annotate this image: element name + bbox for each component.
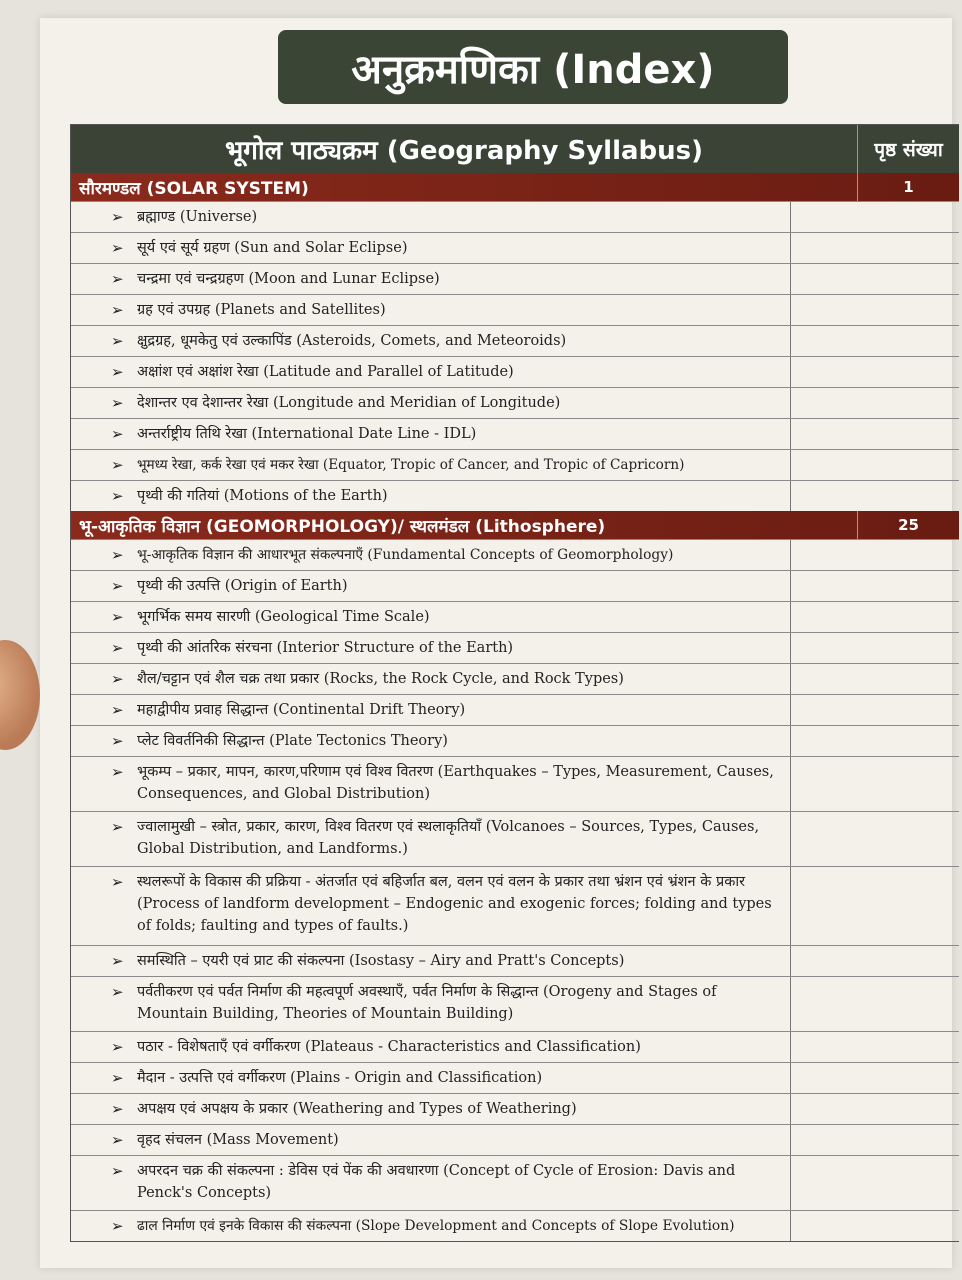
arrow-bullet-icon: ➢ (111, 818, 124, 836)
topic-text: प्लेट विवर्तनिकी सिद्धान्त (Plate Tectonics Theory) (137, 733, 448, 749)
topic-text: अन्तर्राष्ट्रीय तिथि रेखा (International Date Line - IDL) (137, 426, 477, 442)
arrow-bullet-icon: ➢ (111, 670, 124, 688)
topic-text: सूर्य एवं सूर्य ग्रहण (Sun and Solar Eclipse) (137, 240, 408, 256)
index-title-banner (278, 30, 788, 104)
table-row (71, 387, 959, 418)
table-row (71, 756, 959, 811)
arrow-bullet-icon: ➢ (111, 1162, 124, 1180)
arrow-bullet-icon: ➢ (111, 1217, 124, 1235)
arrow-bullet-icon: ➢ (111, 1069, 124, 1087)
arrow-bullet-icon: ➢ (111, 487, 124, 505)
topic-text: भूमध्य रेखा, कर्क रेखा एवं मकर रेखा (Equator, Tropic of Cancer, and Tropic of Capricorn) (137, 457, 685, 473)
table-row (71, 1155, 959, 1210)
page-column-header: पृष्ठ संख्या (874, 139, 943, 161)
topic-text: पर्वतीकरण एवं पर्वत निर्माण की महत्वपूर्ण अवस्थाएँ, पर्वत निर्माण के सिद्धान्त (Orogeny and Stages of Mountain Building, Theories of Mountain Building) (137, 984, 717, 1022)
topic-text: पृथ्वी की गतियां (Motions of the Earth) (137, 488, 388, 504)
table-row (71, 725, 959, 756)
table-row (71, 325, 959, 356)
arrow-bullet-icon: ➢ (111, 577, 124, 595)
arrow-bullet-icon: ➢ (111, 639, 124, 657)
table-row (71, 811, 959, 866)
table-row (71, 201, 959, 232)
section-header (71, 173, 959, 201)
table-row (71, 945, 959, 976)
index-table (70, 124, 959, 1242)
arrow-bullet-icon: ➢ (111, 1038, 124, 1056)
arrow-bullet-icon: ➢ (111, 952, 124, 970)
table-header (71, 125, 959, 173)
table-row (71, 601, 959, 632)
table-row (71, 539, 959, 570)
topic-text: ब्रह्माण्ड (Universe) (137, 209, 258, 225)
index-title: अनुक्रमणिका (Index) (351, 46, 715, 93)
arrow-bullet-icon: ➢ (111, 763, 124, 781)
table-row (71, 356, 959, 387)
topic-text: पठार - विशेषताएँ एवं वर्गीकरण (Plateaus - Characteristics and Classification) (137, 1039, 641, 1055)
arrow-bullet-icon: ➢ (111, 873, 124, 891)
table-row (71, 866, 959, 945)
topic-text: ज्वालामुखी – स्त्रोत, प्रकार, कारण, विश्व वितरण एवं स्थलाकृतियॉं (Volcanoes – Sources, Types, Causes, Global Distribution, and Landforms.) (137, 819, 760, 857)
table-row (71, 418, 959, 449)
section-page-number: 25 (898, 516, 919, 534)
table-row (71, 1062, 959, 1093)
topic-text: भूगर्भिक समय सारणी (Geological Time Scale) (137, 609, 430, 625)
table-row (71, 570, 959, 601)
table-row (71, 480, 959, 511)
topic-text: महाद्वीपीय प्रवाह सिद्धान्त (Continental Drift Theory) (137, 702, 466, 718)
topic-text: ढाल निर्माण एवं इनके विकास की संकल्पना (Slope Development and Concepts of Slope Evolution) (137, 1218, 735, 1234)
arrow-bullet-icon: ➢ (111, 363, 124, 381)
table-row (71, 1031, 959, 1062)
table-row (71, 449, 959, 480)
topic-text: शैल/चट्टान एवं शैल चक्र तथा प्रकार (Rocks, the Rock Cycle, and Rock Types) (137, 671, 624, 687)
arrow-bullet-icon: ➢ (111, 425, 124, 443)
table-row (71, 232, 959, 263)
arrow-bullet-icon: ➢ (111, 546, 124, 564)
topic-text: ग्रह एवं उपग्रह (Planets and Satellites) (137, 302, 386, 318)
arrow-bullet-icon: ➢ (111, 608, 124, 626)
arrow-bullet-icon: ➢ (111, 1131, 124, 1149)
arrow-bullet-icon: ➢ (111, 1100, 124, 1118)
table-row (71, 1093, 959, 1124)
topic-text: पृथ्वी की आंतरिक संरचना (Interior Structure of the Earth) (137, 640, 514, 656)
topic-text: स्थलरूपों के विकास की प्रक्रिया - अंतर्जात एवं बहिर्जात बल, वलन एवं वलन के प्रकार तथा भ्रंशन एवं भ्रंशन के प्रकार (Process of landform development – Endogenic and exogenic forces; folding and types of folds; faulting and types of faults.) (137, 874, 772, 934)
topic-text: समस्थिति – एयरी एवं प्राट की संकल्पना (Isostasy – Airy and Pratt's Concepts) (137, 953, 625, 969)
topic-text: क्षुद्रग्रह, धूमकेतु एवं उल्कापिंड (Asteroids, Comets, and Meteoroids) (137, 333, 567, 349)
arrow-bullet-icon: ➢ (111, 701, 124, 719)
arrow-bullet-icon: ➢ (111, 270, 124, 288)
table-row (71, 694, 959, 725)
table-row (71, 1210, 959, 1241)
topic-text: भूकम्प – प्रकार, मापन, कारण,परिणाम एवं विश्व वितरण (Earthquakes – Types, Measurement, Causes, Consequences, and Global Distribution) (137, 764, 774, 802)
section-header (71, 511, 959, 539)
topic-text: देशान्तर एव देशान्तर रेखा (Longitude and Meridian of Longitude) (137, 395, 561, 411)
topic-text: अपक्षय एवं अपक्षय के प्रकार (Weathering and Types of Weathering) (137, 1101, 577, 1117)
topic-text: मैदान - उत्पत्ति एवं वर्गीकरण (Plains - Origin and Classification) (137, 1070, 543, 1086)
table-row (71, 663, 959, 694)
topic-text: भू-आकृतिक विज्ञान की आधारभूत संकल्पनाएँ (Fundamental Concepts of Geomorphology) (137, 547, 674, 563)
topic-text: अक्षांश एवं अक्षांश रेखा (Latitude and Parallel of Latitude) (137, 364, 514, 380)
table-row (71, 632, 959, 663)
arrow-bullet-icon: ➢ (111, 394, 124, 412)
topic-text: चन्द्रमा एवं चन्द्रग्रहण (Moon and Lunar Eclipse) (137, 271, 440, 287)
table-row (71, 976, 959, 1031)
arrow-bullet-icon: ➢ (111, 301, 124, 319)
syllabus-header: भूगोल पाठ्यक्रम (Geography Syllabus) (71, 125, 858, 173)
thumb (0, 640, 40, 750)
topic-text: अपरदन चक्र की संकल्पना : डेविस एवं पेंक की अवधारणा (Concept of Cycle of Erosion: Davis and Penck's Concepts) (137, 1163, 736, 1201)
arrow-bullet-icon: ➢ (111, 732, 124, 750)
table-row (71, 263, 959, 294)
arrow-bullet-icon: ➢ (111, 456, 124, 474)
section-page-number: 1 (903, 178, 914, 196)
section-title: भू-आकृतिक विज्ञान (GEOMORPHOLOGY)/ स्थलमंडल (Lithosphere) (71, 511, 858, 539)
section-title: सौरमण्डल (SOLAR SYSTEM) (71, 173, 858, 201)
topic-text: पृथ्वी की उत्पत्ति (Origin of Earth) (137, 578, 348, 594)
arrow-bullet-icon: ➢ (111, 332, 124, 350)
arrow-bullet-icon: ➢ (111, 239, 124, 257)
arrow-bullet-icon: ➢ (111, 983, 124, 1001)
arrow-bullet-icon: ➢ (111, 208, 124, 226)
table-row (71, 294, 959, 325)
table-row (71, 1124, 959, 1155)
topic-text: वृहद संचलन (Mass Movement) (137, 1132, 339, 1148)
